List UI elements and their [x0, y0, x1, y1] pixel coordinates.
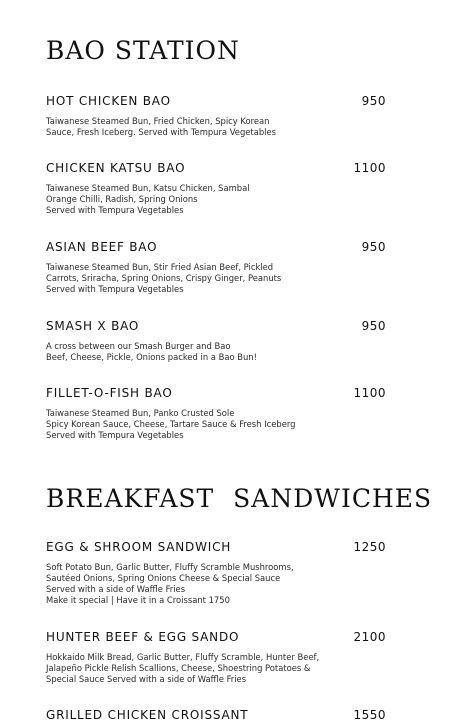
description-line: Hokkaido Milk Bread, Garlic Butter, Fluffy Scramble, Hunter Beef, — [46, 652, 320, 662]
description-line: Carrots, Sriracha, Spring Onions, Crispy Ginger, Peanuts — [46, 273, 282, 283]
item-name: ASIAN BEEF BAO — [46, 240, 158, 254]
section-title-breakfast-sandwiches: BREAKFAST SANDWICHES — [46, 484, 433, 513]
item-price: 1100 — [353, 161, 386, 175]
description-line: Make it special | Have it in a Croissant 1750 — [46, 595, 230, 605]
menu-item-egg-shroom-sandwich — [46, 540, 386, 606]
description-line: Served with Tempura Vegetables — [46, 284, 184, 294]
description-line: Served with a side of Waffle Fries — [46, 584, 186, 594]
item-description — [46, 408, 386, 441]
description-line: Taiwanese Steamed Bun, Panko Crusted Sole — [46, 408, 235, 418]
item-price: 2100 — [353, 630, 386, 644]
description-line: Taiwanese Steamed Bun, Stir Fried Asian Beef, Pickled — [46, 262, 274, 272]
item-name: HOT CHICKEN BAO — [46, 94, 171, 108]
menu-item-chicken-katsu-bao — [46, 161, 386, 216]
item-description — [46, 116, 386, 138]
item-name: SMASH X BAO — [46, 319, 140, 333]
description-line: Orange Chilli, Radish, Spring Onions — [46, 194, 198, 204]
description-line: Sautéed Onions, Spring Onions Cheese & Special Sauce — [46, 573, 281, 583]
item-price: 1250 — [353, 540, 386, 554]
item-description — [46, 183, 386, 216]
item-name: CHICKEN KATSU BAO — [46, 161, 186, 175]
item-price: 950 — [361, 319, 386, 333]
description-line: A cross between our Smash Burger and Bao — [46, 341, 231, 351]
menu-item-smash-x-bao — [46, 319, 386, 363]
item-price: 1550 — [353, 708, 386, 722]
description-line: Served with Tempura Vegetables — [46, 430, 184, 440]
description-line: Sauce, Fresh Iceberg. Served with Tempura Vegetables — [46, 127, 276, 137]
item-price: 950 — [361, 240, 386, 254]
item-description — [46, 341, 386, 363]
item-description — [46, 262, 386, 295]
item-name: GRILLED CHICKEN CROISSANT — [46, 708, 249, 722]
description-line: Served with Tempura Vegetables — [46, 205, 184, 215]
description-line: Taiwanese Steamed Bun, Katsu Chicken, Sambal — [46, 183, 250, 193]
item-price: 950 — [361, 94, 386, 108]
description-line: Spicy Korean Sauce, Cheese, Tartare Sauce & Fresh Iceberg — [46, 419, 296, 429]
description-line: Beef, Cheese, Pickle, Onions packed in a Bao Bun! — [46, 352, 257, 362]
description-line: Special Sauce Served with a side of Waffle Fries — [46, 674, 247, 684]
menu-item-fillet-o-fish-bao — [46, 386, 386, 441]
description-line: Jalapeño Pickle Relish Scallions, Cheese, Shoestring Potatoes & — [46, 663, 311, 673]
item-name: FILLET-O-FISH BAO — [46, 386, 173, 400]
item-name: HUNTER BEEF & EGG SANDO — [46, 630, 240, 644]
section-title-bao-station: BAO STATION — [46, 36, 240, 65]
menu-item-hot-chicken-bao — [46, 94, 386, 138]
item-price: 1100 — [353, 386, 386, 400]
description-line: Soft Potato Bun, Garlic Butter, Fluffy Scramble Mushrooms, — [46, 562, 294, 572]
menu-item-hunter-beef-egg-sando — [46, 630, 386, 685]
menu-item-grilled-chicken-croissant — [46, 708, 386, 724]
menu-item-asian-beef-bao — [46, 240, 386, 295]
item-description — [46, 562, 386, 606]
item-name: EGG & SHROOM SANDWICH — [46, 540, 232, 554]
item-description — [46, 652, 386, 685]
description-line: Taiwanese Steamed Bun, Fried Chicken, Spicy Korean — [46, 116, 270, 126]
